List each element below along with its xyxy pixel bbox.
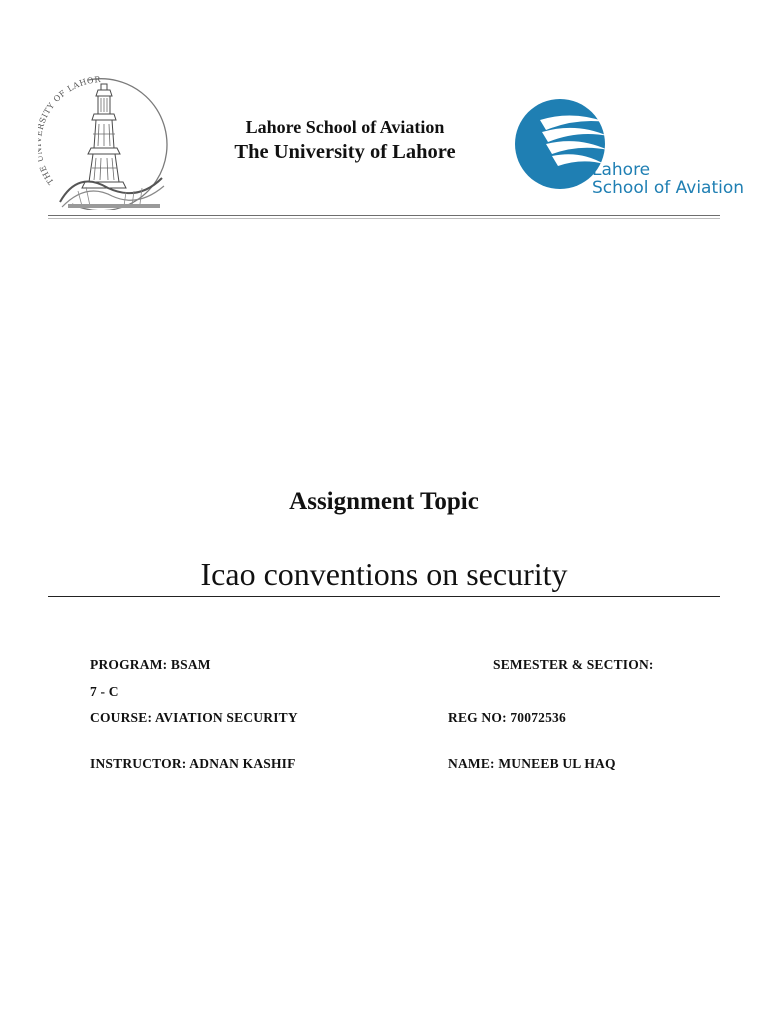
section-value: 7 - C xyxy=(90,684,119,699)
title-divider xyxy=(48,596,720,597)
assignment-title: Icao conventions on security xyxy=(200,556,568,592)
university-name: The University of Lahore xyxy=(234,141,456,163)
lahore-school-of-aviation-logo-icon xyxy=(512,92,744,202)
university-of-lahore-seal-icon xyxy=(38,70,174,210)
assignment-topic-heading: Assignment Topic xyxy=(289,488,479,515)
reg-no-field: REG NO: 70072536 xyxy=(448,710,566,725)
seal-arc-text: THE SITY OF LAHOR xyxy=(38,74,102,187)
program-field: PROGRAM: BSAM xyxy=(90,657,211,672)
student-name-field: NAME: MUNEEB UL HAQ xyxy=(448,756,616,771)
logo-text-line1: Lahore xyxy=(592,160,651,180)
header-divider-shadow xyxy=(48,218,720,219)
instructor-field: INSTRUCTOR: ADNAN KASHIF xyxy=(90,756,296,771)
course-field: COURSE: AVIATION SECURITY xyxy=(90,710,298,725)
header-divider xyxy=(48,215,720,216)
semester-section-label: SEMESTER & SECTION: xyxy=(493,657,654,672)
logo-text-line2: School of Aviation xyxy=(592,178,744,198)
school-name: Lahore School of Aviation xyxy=(245,117,445,137)
